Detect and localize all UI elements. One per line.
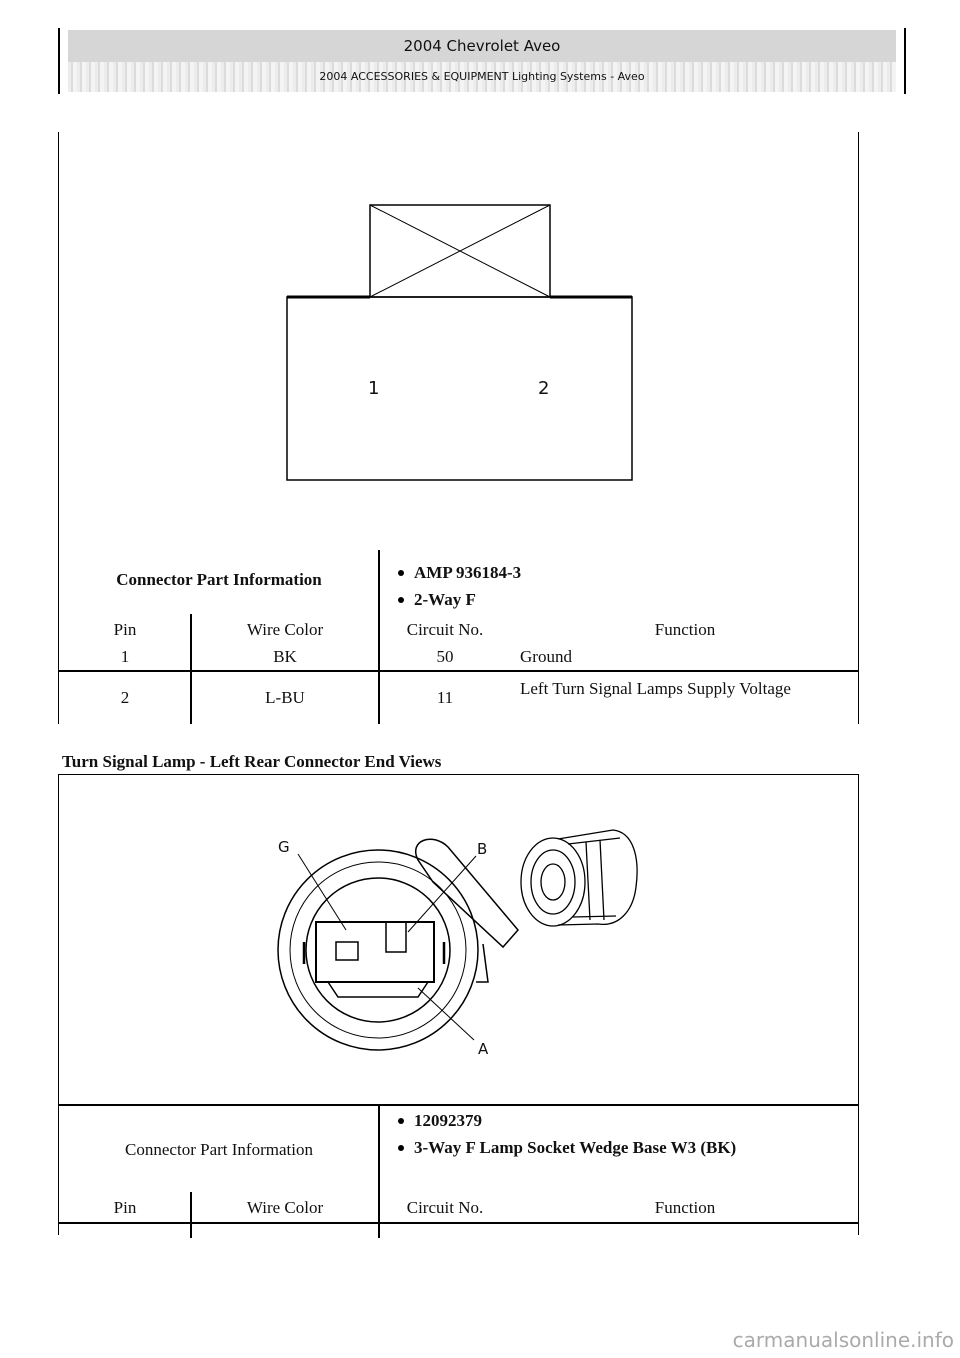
callout-g: G xyxy=(278,838,290,856)
c1-col-function: Function xyxy=(654,620,716,639)
c2-part-info-item: 12092379 xyxy=(392,1110,832,1131)
c1-row1-wire: BK xyxy=(273,647,297,666)
c1-row-divider xyxy=(58,670,858,672)
callout-b: B xyxy=(477,840,488,858)
c2-header-divider xyxy=(58,1222,859,1224)
pin-label-2: 2 xyxy=(538,378,550,399)
c1-part-info-label: Connector Part Information xyxy=(116,570,322,589)
connector1-diagram xyxy=(280,195,640,485)
c2-info-divider xyxy=(378,1104,380,1192)
c2-part-info-label: Connector Part Information xyxy=(125,1140,313,1159)
c1-part-info-item: 2-Way F xyxy=(392,589,521,610)
c1-col-wire: Wire Color xyxy=(246,620,324,639)
c1-info-divider xyxy=(378,550,380,614)
c1-row1-pin: 1 xyxy=(120,647,130,666)
header-subtitle: 2004 ACCESSORIES & EQUIPMENT Lighting Systems - Aveo xyxy=(68,62,896,92)
connector2-caption: Turn Signal Lamp - Left Rear Connector End Views xyxy=(62,752,442,771)
c2-image-divider xyxy=(58,1104,859,1106)
header-left-border xyxy=(58,28,60,94)
c1-row1-circuit: 50 xyxy=(436,647,454,666)
watermark[interactable]: carmanualsonline.info xyxy=(732,1328,954,1352)
c1-row2-wire: L-BU xyxy=(265,688,305,707)
c1-row2-pin: 2 xyxy=(120,688,130,707)
c2-col-pin: Pin xyxy=(113,1198,137,1217)
c2-part-info-list xyxy=(392,1110,832,1164)
c2-part-info-item: 3-Way F Lamp Socket Wedge Base W3 (BK) xyxy=(392,1137,832,1158)
c1-row2-circuit: 11 xyxy=(436,688,454,707)
page-header xyxy=(58,28,906,94)
pin-label-1: 1 xyxy=(368,378,380,399)
header-title: 2004 Chevrolet Aveo xyxy=(68,30,896,62)
c1-row2-function: Left Turn Signal Lamps Supply Voltage xyxy=(520,679,791,698)
c2-col-circuit: Circuit No. xyxy=(406,1198,484,1217)
lamp-socket-diagram xyxy=(268,812,668,1072)
c2-col-wire: Wire Color xyxy=(246,1198,324,1217)
header-right-border xyxy=(904,28,906,94)
c1-col-circuit: Circuit No. xyxy=(406,620,484,639)
callout-a: A xyxy=(478,1040,489,1058)
c1-row1-function: Ground xyxy=(520,647,572,666)
c1-part-info-list xyxy=(392,562,521,616)
c1-part-info-item: AMP 936184-3 xyxy=(392,562,521,583)
c1-col-pin: Pin xyxy=(113,620,137,639)
c2-col-function: Function xyxy=(654,1198,716,1217)
